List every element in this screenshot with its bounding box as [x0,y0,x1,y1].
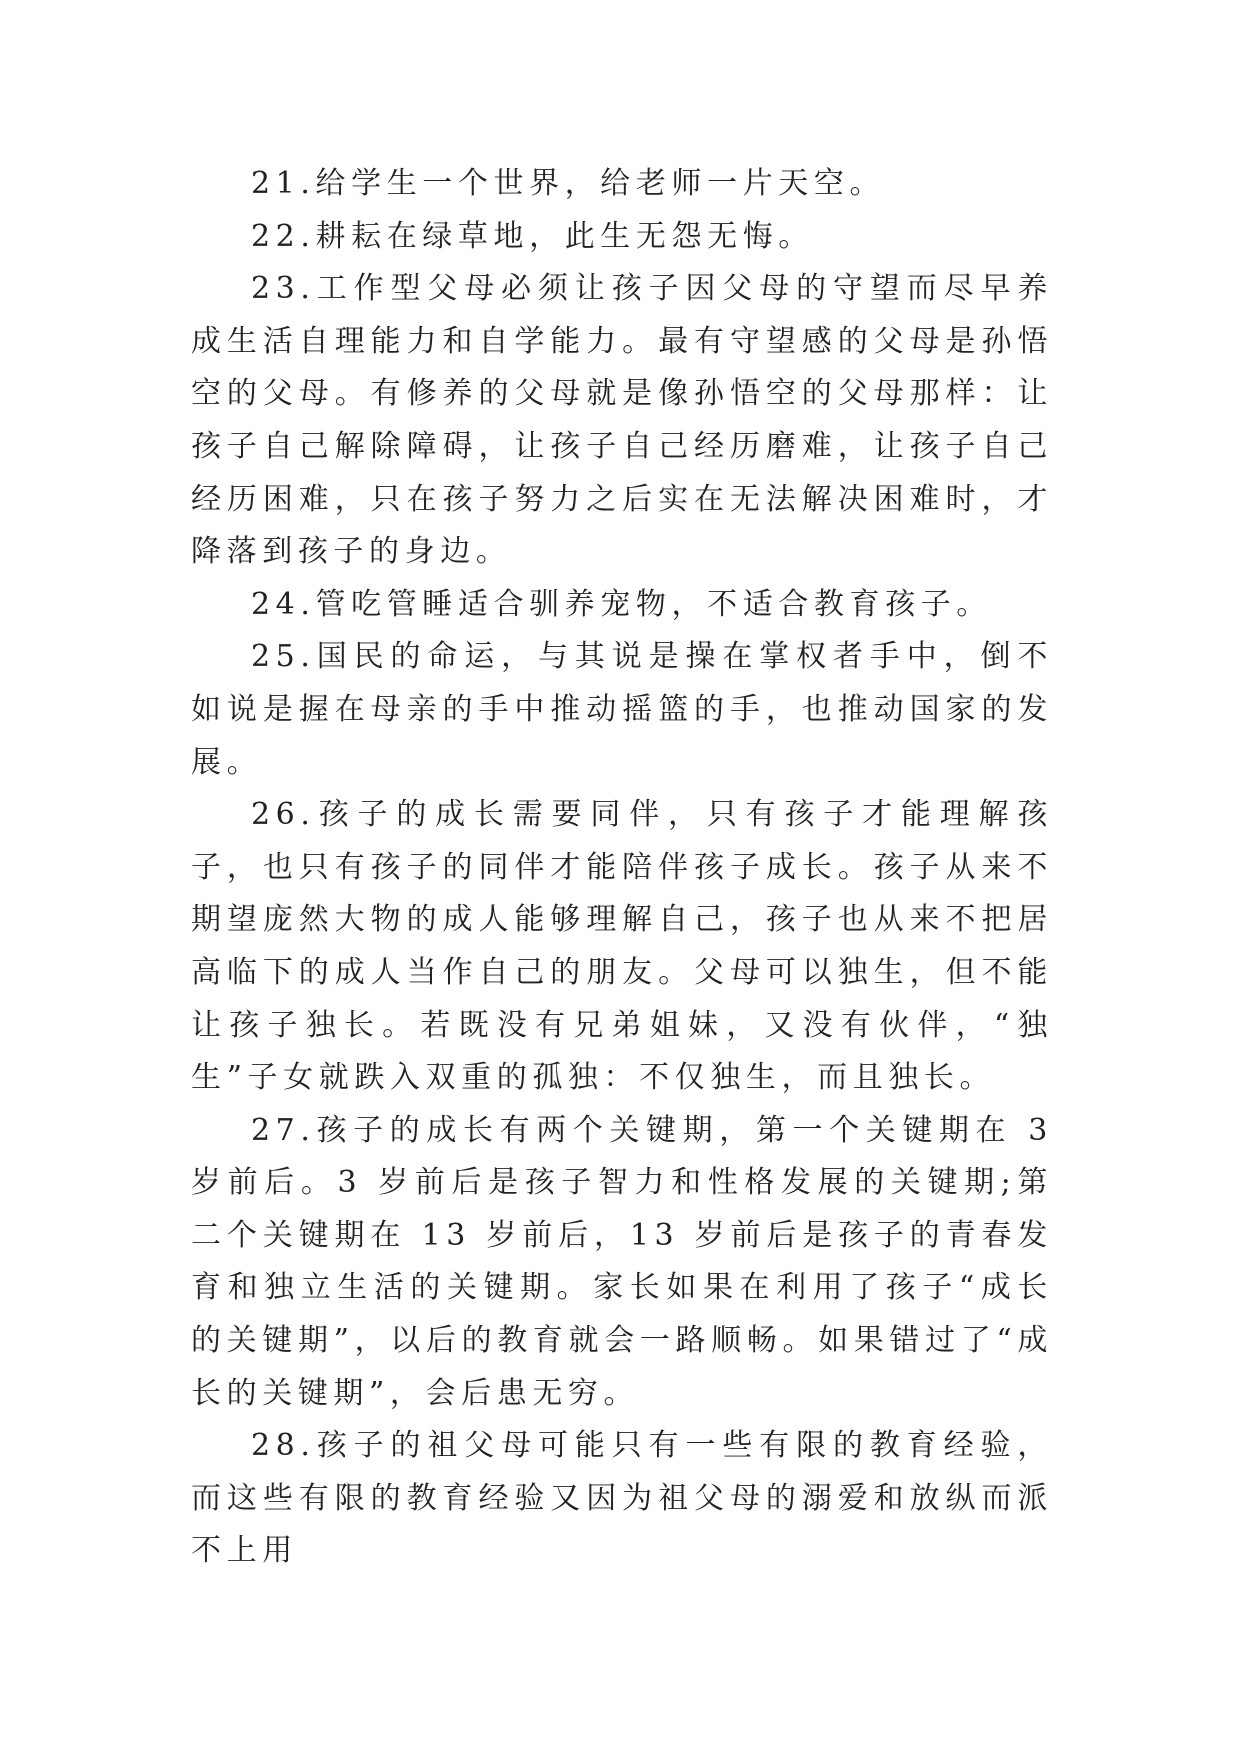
paragraph-24: 24.管吃管睡适合驯养宠物，不适合教育孩子。 [251,586,992,622]
paragraph-27: 27.孩子的成长有两个关键期，第一个关键期在 3 岁前后。3 岁前后是孩子智力和性格发展的关键期;第二个关键期在 13 岁前后，13 岁前后是孩子的青春发育和独立生活的关键期。家长如果在利用了孩子“成长的关键期”，以后的教育就会一路顺畅。如果错过了“成长的关键期”，会后患无穷。 [191,1112,1053,1411]
paragraph-25: 25.国民的命运，与其说是操在掌权者手中，倒不如说是握在母亲的手中推动摇篮的手，也推动国家的发展。 [191,639,1053,780]
paragraph-22: 22.耕耘在绿草地，此生无怨无悔。 [251,218,814,254]
paragraph-28: 28.孩子的祖父母可能只有一些有限的教育经验，而这些有限的教育经验又因为祖父母的溺爱和放纵而派不上用 [191,1428,1053,1569]
paragraph-21: 21.给学生一个世界，给老师一片天空。 [251,166,886,201]
paragraph-26: 26.孩子的成长需要同伴，只有孩子才能理解孩子，也只有孩子的同伴才能陪伴孩子成长。孩子从来不期望庞然大物的成人能够理解自己，孩子也从来不把居高临下的成人当作自己的朋友。父母可以独生，但不能让孩子独长。若既没有兄弟姐妹，又没有伙伴，“独生”子女就跌入双重的孤独：不仅独生，而且独长。 [191,797,1053,1096]
document-body [191,158,1053,1578]
paragraph-23: 23.工作型父母必须让孩子因父母的守望而尽早养成生活自理能力和自学能力。最有守望感的父母是孙悟空的父母。有修养的父母就是像孙悟空的父母那样：让孩子自己解除障碍，让孩子自己经历磨难，让孩子自己经历困难，只在孩子努力之后实在无法解决困难时，才降落到孩子的身边。 [191,271,1053,570]
